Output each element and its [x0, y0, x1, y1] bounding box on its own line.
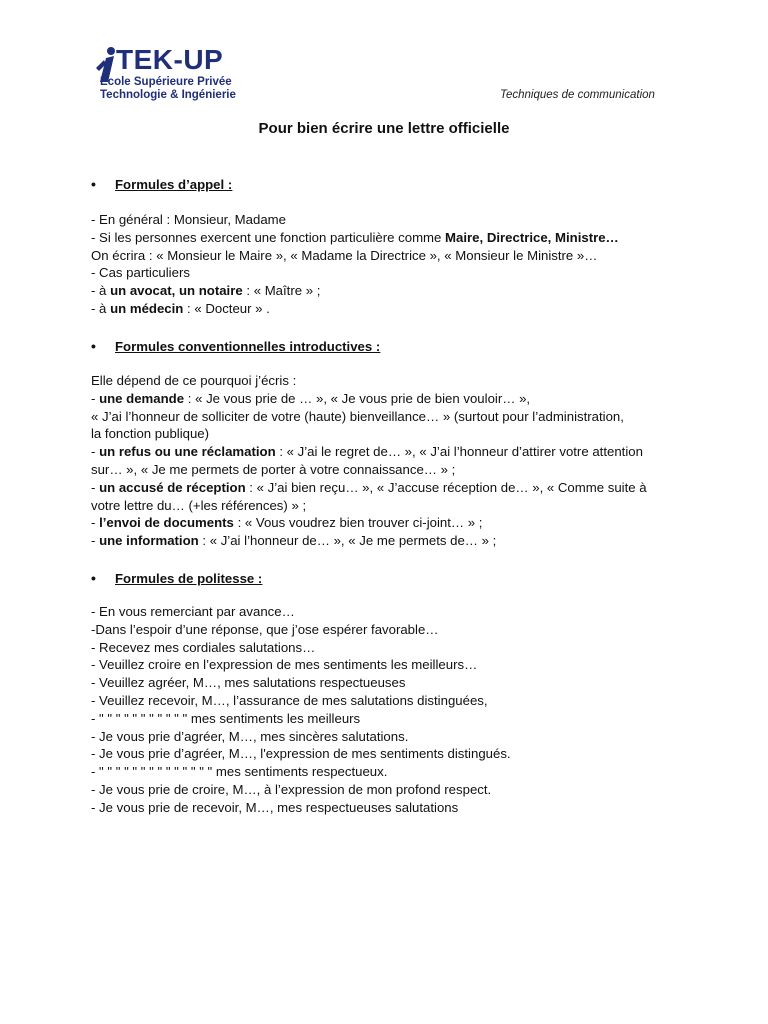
bold-term: un médecin — [110, 300, 184, 316]
text-run: - En vous remerciant par avance… — [91, 604, 295, 619]
text-line — [91, 408, 691, 426]
text-line — [91, 247, 691, 265]
text-line — [91, 300, 691, 318]
text-line — [91, 479, 691, 497]
logo-tagline-1: École Supérieure Privée — [100, 76, 232, 88]
section-body-introductives — [91, 372, 691, 550]
text-run: - En général : Monsieur, Madame — [91, 212, 286, 227]
section-body-appel — [91, 211, 691, 318]
text-run: : « Docteur » . — [183, 300, 270, 316]
text-line — [91, 692, 691, 710]
text-line — [91, 497, 691, 515]
text-run: Elle dépend de ce pourquoi j’écris : — [91, 373, 297, 388]
document-title: Pour bien écrire une lettre officielle — [258, 120, 510, 137]
text-line — [91, 745, 691, 763]
bold-term: une demande — [99, 390, 185, 406]
text-run: - — [91, 444, 100, 460]
bold-term: un refus ou une réclamation — [99, 444, 276, 460]
bold-term: une information — [99, 533, 199, 549]
text-run: : « Vous voudrez bien trouver ci-joint… » ; — [233, 515, 483, 531]
section-heading-appel: • Formules d’appel : — [91, 176, 233, 192]
text-run: : « J’ai l’honneur de… », « Je me permets de… » ; — [198, 533, 497, 549]
text-line — [91, 211, 691, 229]
bold-term: un accusé de réception — [99, 479, 246, 495]
text-run: - à — [91, 300, 111, 316]
bold-term: Maire, Directrice, Ministre… — [445, 229, 619, 245]
text-run: - Veuillez recevoir, M…, l’assurance de mes salutations distinguées, — [91, 692, 488, 708]
text-line — [91, 621, 691, 639]
text-line — [91, 728, 691, 746]
text-run: - — [91, 479, 100, 495]
text-run: : « J’ai le regret de… », « J’ai l’honneur d’attirer votre attention — [275, 444, 643, 460]
text-line — [91, 674, 691, 692]
tekup-logo — [94, 44, 264, 104]
bullet-icon: • — [91, 338, 96, 354]
text-line — [91, 781, 691, 799]
bold-term: un avocat, un notaire — [110, 283, 243, 299]
header-course-name: Techniques de communication — [500, 89, 655, 101]
text-line — [91, 532, 691, 550]
text-line — [91, 603, 691, 621]
text-run: sur… », « Je me permets de porter à votre connaissance… » ; — [91, 461, 456, 477]
text-line — [91, 282, 691, 300]
text-line — [91, 799, 691, 817]
text-run: - Je vous prie d’agréer, M…, mes sincères salutations. — [91, 728, 409, 744]
text-run: - à — [91, 283, 111, 299]
text-run: « J’ai l’honneur de solliciter de votre (haute) bienveillance… » (surtout pour l’administration, — [91, 408, 624, 424]
section-heading-politesse: • Formules de politesse : — [91, 570, 263, 586]
text-run: - Cas particuliers — [91, 265, 190, 281]
section-heading-introductives: • Formules conventionnelles introductives : — [91, 338, 381, 354]
text-run: : « Je vous prie de … », « Je vous prie de bien vouloir… », — [184, 390, 531, 406]
text-run: - Veuillez croire en l’expression de mes sentiments les meilleurs… — [91, 657, 478, 673]
text-line — [91, 763, 691, 781]
text-run: - Veuillez agréer, M…, mes salutations respectueuses — [91, 675, 406, 691]
bullet-icon: • — [91, 176, 96, 192]
text-line — [91, 461, 691, 479]
text-line — [91, 639, 691, 657]
text-line — [91, 229, 691, 247]
text-run: - " " " " " " " " " " " mes sentiments les meilleurs — [91, 710, 361, 726]
text-line — [91, 372, 691, 390]
text-line — [91, 443, 691, 461]
text-run: - Je vous prie de croire, M…, à l’expression de mon profond respect. — [91, 781, 492, 797]
section-body-politesse — [91, 603, 691, 817]
text-run: - — [91, 515, 100, 531]
text-run: - Recevez mes cordiales salutations… — [91, 639, 316, 655]
logo-tagline-2: Technologie & Ingénierie — [100, 89, 236, 101]
text-run: -Dans l’espoir d’une réponse, que j’ose espérer favorable… — [91, 621, 439, 637]
text-run: - Je vous prie de recevoir, M…, mes respectueuses salutations — [91, 799, 459, 815]
text-run: votre lettre du… (+les références) » ; — [91, 497, 307, 513]
text-line — [91, 514, 691, 532]
text-run: : « J’ai bien reçu… », « J’accuse réception de… », « Comme suite à — [245, 479, 647, 495]
text-run: - — [91, 533, 100, 549]
text-run: - " " " " " " " " " " " " " " mes sentiments respectueux. — [91, 764, 388, 780]
text-line — [91, 390, 691, 408]
text-line — [91, 425, 691, 443]
text-line — [91, 656, 691, 674]
text-run: la fonction publique) — [91, 426, 210, 442]
text-run: On écrira : « Monsieur le Maire », « Madame la Directrice », « Monsieur le Ministre »… — [91, 247, 598, 263]
text-run: - Si les personnes exercent une fonction particulière comme — [91, 229, 446, 245]
logo-brand: TEK-UP — [116, 44, 224, 75]
bullet-icon: • — [91, 570, 96, 586]
text-run: - Je vous prie d’agréer, M…, l'expression de mes sentiments distingués. — [91, 746, 511, 762]
text-line — [91, 710, 691, 728]
text-run: - — [91, 390, 100, 406]
text-run: : « Maître » ; — [242, 283, 321, 299]
bold-term: l’envoi de documents — [99, 515, 234, 531]
text-line — [91, 264, 691, 282]
